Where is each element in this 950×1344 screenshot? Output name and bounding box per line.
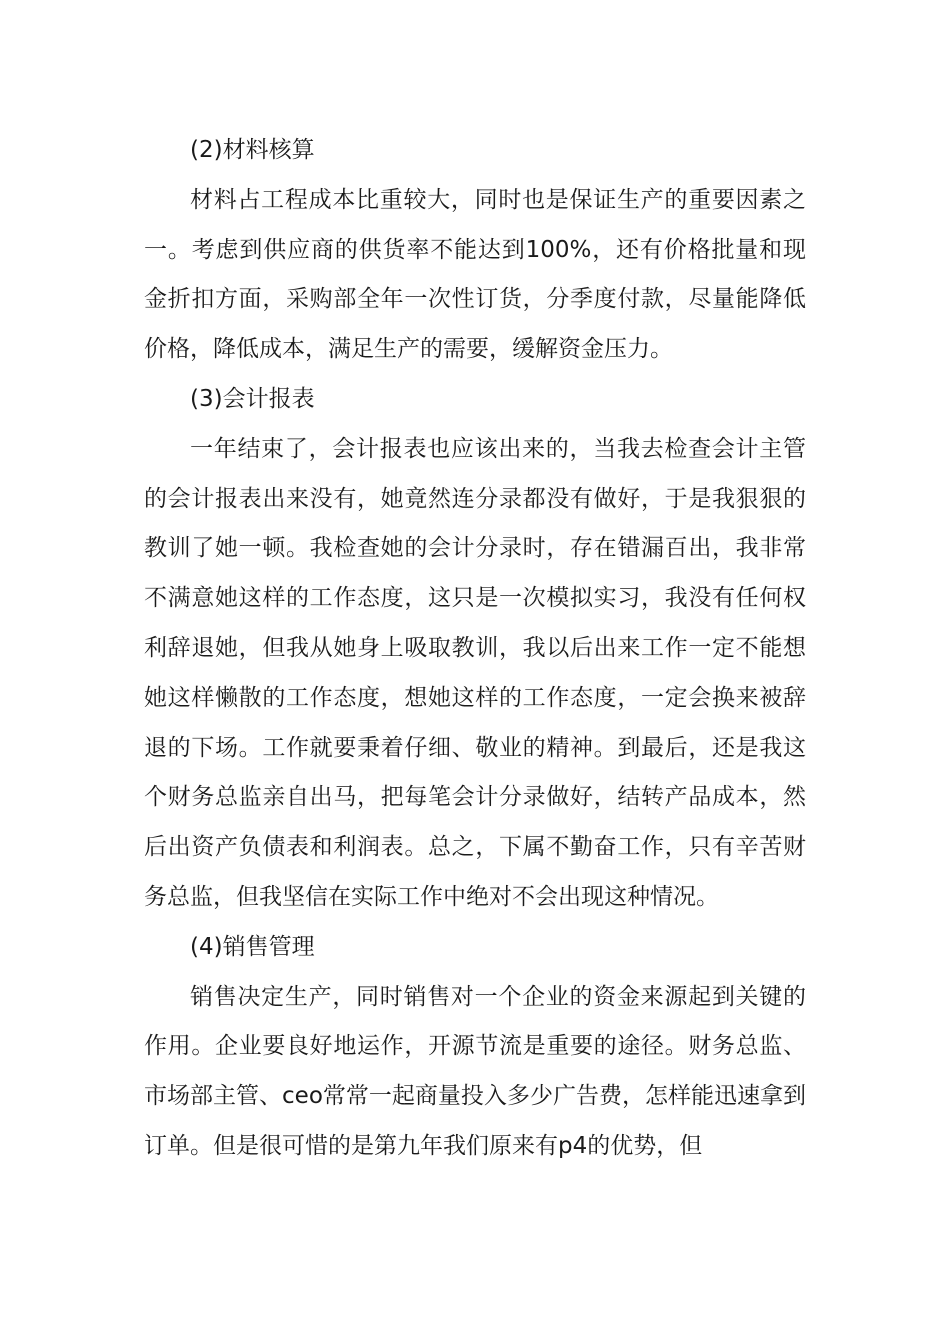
section-heading-material-accounting: (2)材料核算 (190, 137, 315, 163)
document-body (144, 126, 806, 1172)
paragraph-sales-management: 销售决定生产，同时销售对一个企业的资金来源起到关键的作用。企业要良好地运作，开源节流是重要的途径。财务总监、市场部主管、ceo常常一起商量投入多少广告费，怎样能迅速拿到订单。但是很可惜的是第九年我们原来有p4的优势，但 (144, 983, 806, 1159)
section-heading-accounting-statements: (3)会计报表 (190, 385, 315, 412)
paragraph-material-accounting: 材料占工程成本比重较大，同时也是保证生产的重要因素之一。考虑到供应商的供货率不能达到100%，还有价格批量和现金折扣方面，采购部全年一次性订货，分季度付款，尽量能降低价格，降低成本，满足生产的需要，缓解资金压力。 (144, 186, 806, 363)
paragraph-accounting-statements: 一年结束了，会计报表也应该出来的，当我去检查会计主管的会计报表出来没有，她竟然连分录都没有做好，于是我狠狠的教训了她一顿。我检查她的会计分录时，存在错漏百出，我非常不满意她这样的工作态度，这只是一次模拟实习，我没有任何权利辞退她，但我从她身上吸取教训，我以后出来工作一定不能想她这样懒散的工作态度，想她这样的工作态度，一定会换来被辞退的下场。工作就要秉着仔细、敬业的精神。到最后，还是我这个财务总监亲自出马，把每笔会计分录做好，结转产品成本，然后出资产负债表和利润表。总之，下属不勤奋工作，只有辛苦财务总监，但我坚信在实际工作中绝对不会出现这种情况。 (144, 435, 806, 910)
section-heading-sales-management: (4)销售管理 (190, 933, 315, 960)
